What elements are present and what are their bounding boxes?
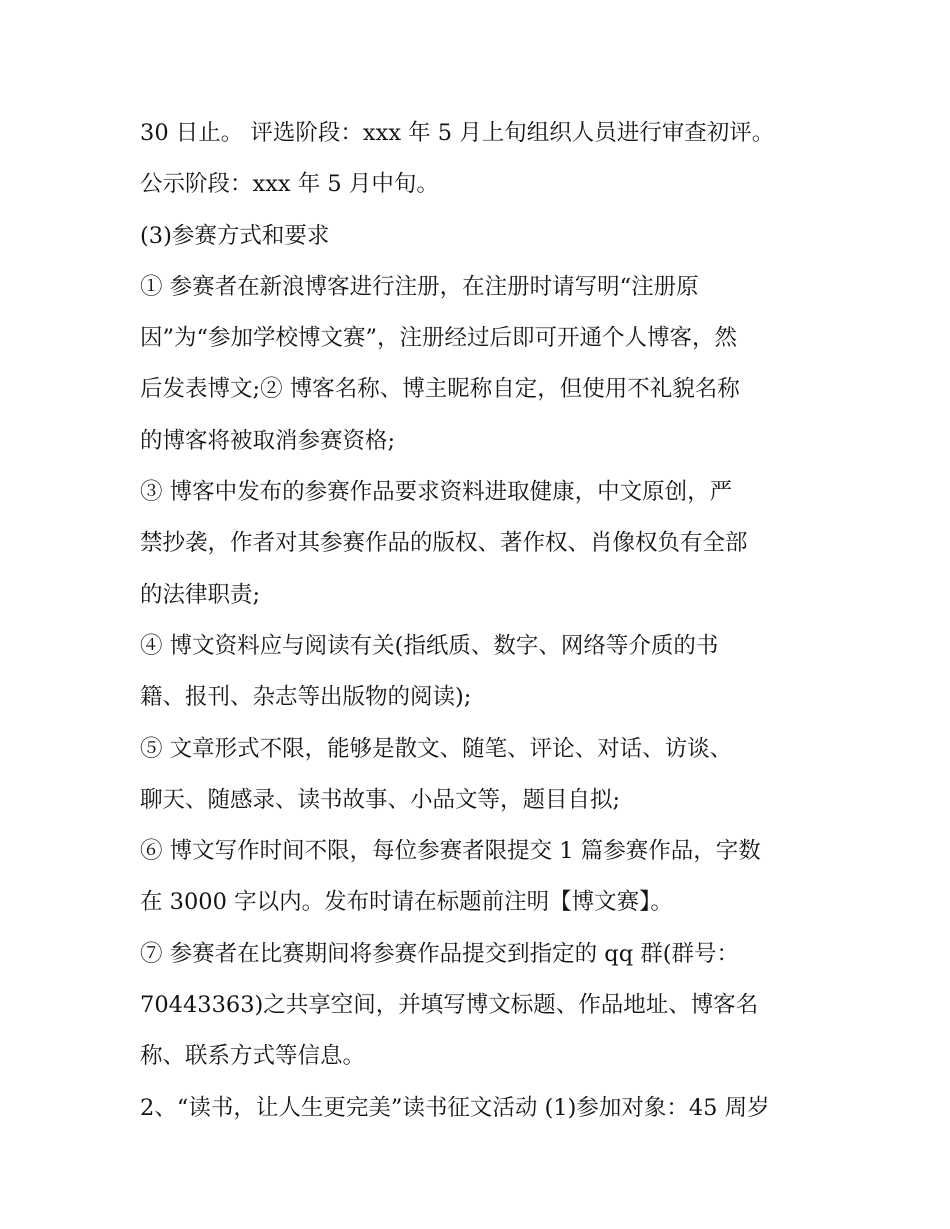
- document-body: [140, 108, 820, 1134]
- text-line: 称、联系方式等信息。: [140, 1043, 366, 1070]
- text-line: 公示阶段：xxx 年 5 月中旬。: [140, 171, 439, 198]
- text-line: ⑤ 文章形式不限，能够是散文、随笔、评论、对话、访谈、: [140, 735, 733, 762]
- text-line: 的法律职责;: [140, 581, 261, 608]
- text-line: 因”为“参加学校博文赛”，注册经过后即可开通个人博客，然: [140, 325, 738, 352]
- text-line: 70443363)之共享空间，并填写博文标题、作品地址、博客名: [140, 992, 759, 1019]
- text-line: 的博客将被取消参赛资格;: [140, 427, 396, 454]
- text-line: 后发表博文;② 博客名称、博主昵称自定，但使用不礼貌名称: [140, 376, 740, 403]
- text-line: 聊天、随感录、读书故事、小品文等，题目自拟;: [140, 786, 621, 813]
- text-line: ⑦ 参赛者在比赛期间将参赛作品提交到指定的 qq 群(群号：: [140, 940, 740, 967]
- text-line: 在 3000 字以内。发布时请在标题前注明【博文赛】。: [140, 889, 673, 916]
- text-line: 30 日止。 评选阶段：xxx 年 5 月上旬组织人员进行审查初评。: [140, 120, 775, 146]
- text-line: ⑥ 博文写作时间不限，每位参赛者限提交 1 篇参赛作品，字数: [140, 838, 761, 865]
- text-line: 禁抄袭，作者对其参赛作品的版权、著作权、肖像权负有全部: [140, 530, 748, 557]
- text-line: ① 参赛者在新浪博客进行注册，在注册时请写明“注册原: [140, 273, 699, 300]
- text-line: 籍、报刊、杂志等出版物的阅读);: [140, 684, 472, 711]
- text-line: ③ 博客中发布的参赛作品要求资料进取健康，中文原创，严: [140, 479, 733, 506]
- section-heading: (3)参赛方式和要求: [140, 222, 330, 249]
- text-line: 2、“读书，让人生更完美”读书征文活动 (1)参加对象：45 周岁: [140, 1094, 770, 1121]
- text-line: ④ 博文资料应与阅读有关(指纸质、数字、网络等介质的书: [140, 632, 719, 659]
